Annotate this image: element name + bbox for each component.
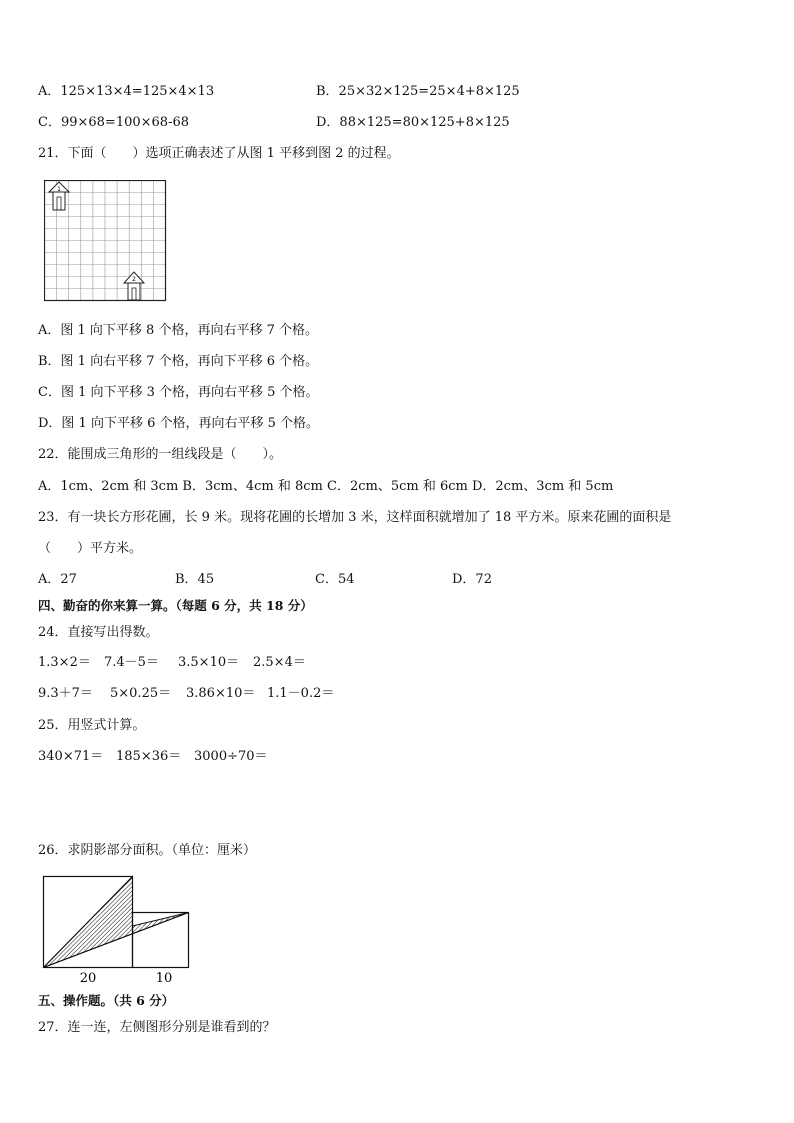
q20-option-b: B．25×32×125=25×4+8×125 xyxy=(316,84,520,99)
q24-item: 1.3×2＝ xyxy=(38,655,91,670)
q21-grid-figure xyxy=(44,180,167,302)
q20-option-a: A．125×13×4=125×4×13 xyxy=(38,84,215,99)
q24-item: 7.4－5＝ xyxy=(104,655,159,670)
q24-item: 3.86×10＝ xyxy=(186,686,256,701)
q24-item: 1.1－0.2＝ xyxy=(267,686,335,701)
q21-option-a: A．图 1 向下平移 8 个格，再向右平移 7 个格。 xyxy=(38,323,318,338)
q24-item: 9.3＋7＝ xyxy=(38,686,93,701)
q26-label-10: 10 xyxy=(155,971,173,986)
q22-stem: 22．能围成三角形的一组线段是（ ）。 xyxy=(38,447,283,462)
q22-options: A．1cm、2cm 和 3cm B．3cm、4cm 和 8cm C．2cm、5cm 和 6cm D．2cm、3cm 和 5cm xyxy=(38,479,614,494)
q23-option-c: C．54 xyxy=(315,572,355,587)
q21-option-d: D．图 1 向下平移 6 个格，再向右平移 5 个格。 xyxy=(38,416,320,431)
q21-option-c: C．图 1 向下平移 3 个格，再向右平移 5 个格。 xyxy=(38,385,319,400)
q25-item: 185×36＝ xyxy=(116,749,182,764)
house-1-label: 1 xyxy=(57,186,61,193)
q23-option-b: B．45 xyxy=(175,572,215,587)
q26-stem: 26．求阴影部分面积。（单位：厘米） xyxy=(38,843,257,858)
q21-stem: 21．下面（ ）选项正确表述了从图 1 平移到图 2 的过程。 xyxy=(38,146,400,161)
q24-item: 3.5×10＝ xyxy=(178,655,240,670)
q23-option-a: A．27 xyxy=(38,572,77,587)
q23-stem-line1: 23．有一块长方形花圃，长 9 米。现将花圃的长增加 3 米，这样面积就增加了 18 平方米。原来花圃的面积是 xyxy=(38,510,672,525)
q26-label-20: 20 xyxy=(79,971,97,986)
q26-shaded-figure xyxy=(36,872,196,988)
q25-item: 3000÷70＝ xyxy=(194,749,268,764)
house-figure-1 xyxy=(49,182,69,210)
q24-item: 5×0.25＝ xyxy=(110,686,172,701)
q23-stem-line2: （ ）平方米。 xyxy=(38,541,143,556)
q25-item: 340×71＝ xyxy=(38,749,104,764)
section-5-title: 五、操作题。（共 6 分） xyxy=(38,993,175,1008)
q25-stem: 25．用竖式计算。 xyxy=(38,718,146,733)
q23-option-d: D．72 xyxy=(452,572,492,587)
q20-option-c: C．99×68=100×68-68 xyxy=(38,115,189,130)
house-2-label: 2 xyxy=(132,276,136,283)
q20-option-d: D．88×125=80×125+8×125 xyxy=(316,115,510,130)
q24-item: 2.5×4＝ xyxy=(253,655,306,670)
section-4-title: 四、勤奋的你来算一算。（每题 6 分，共 18 分） xyxy=(38,598,313,613)
q24-stem: 24．直接写出得数。 xyxy=(38,625,159,640)
q21-option-b: B．图 1 向右平移 7 个格，再向下平移 6 个格。 xyxy=(38,354,319,369)
q27-stem: 27．连一连，左侧图形分别是谁看到的？ xyxy=(38,1020,276,1035)
